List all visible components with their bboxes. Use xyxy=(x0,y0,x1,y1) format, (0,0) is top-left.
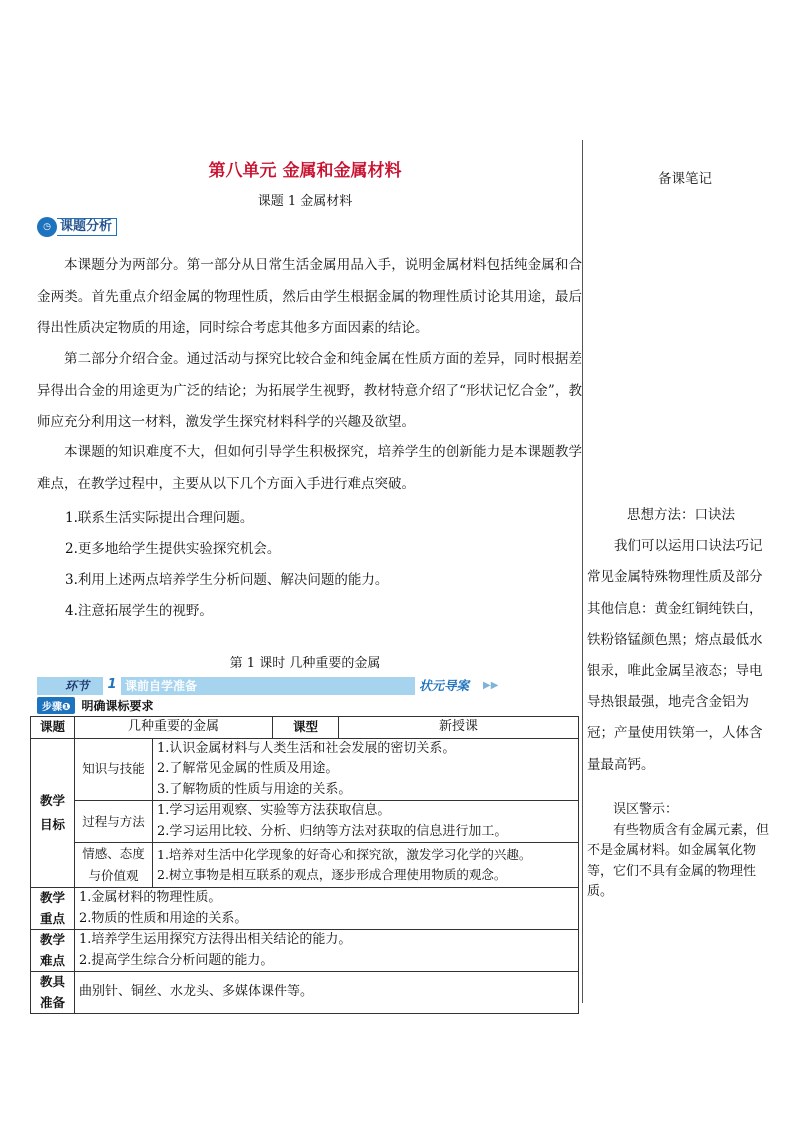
list-item: 2.更多地给学生提供实验探究机会。 xyxy=(65,541,281,557)
key-line: 1.金属材料的物理性质。 xyxy=(79,890,222,905)
goal-line: 1.学习运用观察、实验等方法获取信息。 xyxy=(157,803,391,818)
goal-line: 1.认识金属材料与人类生活和社会发展的密切关系。 xyxy=(157,740,456,756)
side-note xyxy=(587,500,775,781)
brand-label: 状元导案 xyxy=(419,678,470,693)
unit-title: 第八单元 金属和金属材料 xyxy=(208,161,402,181)
table-row xyxy=(31,930,579,972)
lesson-title: 课题 1 金属材料 xyxy=(257,194,353,209)
goal-line: 2.树立事物是相互联系的观点，逐步形成合理使用物质的观念。 xyxy=(157,867,507,882)
goal-line: 1.培养对生活中化学现象的好奇心和探究欲，激发学习化学的兴趣。 xyxy=(157,846,532,862)
section-number: 1 xyxy=(103,675,121,695)
goal-category: 情感、态度与价值观 xyxy=(75,843,153,888)
side-warning-title: 误区警示： xyxy=(613,802,679,817)
table-row xyxy=(31,717,579,739)
lesson-plan-table xyxy=(30,716,579,1014)
tools-value: 曲别针、铜丝、水龙头、多媒体课件等。 xyxy=(75,972,579,1014)
goal-category: 知识与技能 xyxy=(75,738,153,801)
analysis-badge-label: 课题分析 xyxy=(57,218,117,236)
clock-icon: ◷ xyxy=(37,217,57,237)
paragraph-1: 本课题分为两部分。第一部分从日常生活金属用品入手，说明金属材料包括纯金属和合金两类。首先重点介绍金属的物理性质，然后由学生根据金属的物理性质讨论其用途，最后得出性质决定物质的用途，同时综合考虑其他多方面因素的结论。 xyxy=(37,257,582,336)
section-banner xyxy=(37,677,578,695)
section-label: 环节 xyxy=(65,679,90,693)
tools-header: 教具准备 xyxy=(31,972,75,1014)
notes-divider xyxy=(582,140,583,1003)
goals-header: 教学目标 xyxy=(31,738,75,888)
step-label: 明确课标要求 xyxy=(81,699,154,713)
topic-header: 课题 xyxy=(31,717,75,739)
period-title: 第 1 课时 几种重要的金属 xyxy=(229,656,381,671)
difficulty-lines xyxy=(75,930,579,972)
difficulty-header: 教学难点 xyxy=(31,930,75,972)
paragraph-2: 第二部分介绍合金。通过活动与探究比较合金和纯金属在性质方面的差异，同时根据差异得出合金的用途更为广泛的结论；为拓展学生视野，教材特意介绍了“形状记忆合金”，教师应充分利用这一材料，激发学生探究材料科学的兴趣及欲望。 xyxy=(37,351,582,430)
table-row xyxy=(31,888,579,930)
side-note-title: 思想方法：口诀法 xyxy=(627,507,735,523)
key-lines xyxy=(75,888,579,930)
goal-lines xyxy=(153,738,579,801)
table-row xyxy=(31,972,579,1014)
topic-value: 几种重要的金属 xyxy=(75,717,273,739)
side-warning xyxy=(587,800,775,903)
key-header: 教学重点 xyxy=(31,888,75,930)
difficulty-line: 2.提高学生综合分析问题的能力。 xyxy=(79,952,274,968)
table-row xyxy=(31,843,579,888)
step-header xyxy=(37,697,153,714)
goal-category: 过程与方法 xyxy=(75,801,153,843)
key-line: 2.物质的性质和用途的关系。 xyxy=(79,910,248,926)
type-header: 课型 xyxy=(273,717,339,739)
table-row xyxy=(31,738,579,801)
notes-column-title: 备课笔记 xyxy=(658,171,712,187)
side-warning-body: 有些物质含有金属元素，但不是金属材料。如金属氧化物等，它们不具有金属的物理性质。 xyxy=(587,822,770,899)
double-arrow-icon: ▶▶ xyxy=(483,680,499,691)
brand-box xyxy=(415,677,578,695)
table-row xyxy=(31,801,579,843)
type-value: 新授课 xyxy=(339,717,579,739)
side-note-body: 我们可以运用口诀法巧记常见金属特殊物理性质及部分其他信息：黄金红铜纯铁白，铁粉铬锰颜色黑；熔点最低水银汞，唯此金属呈液态；导电导热银最强，地壳含金铝为冠；产量使用铁第一，人体含量最高钙。 xyxy=(587,538,763,773)
difficulty-line: 1.培养学生运用探究方法得出相关结论的能力。 xyxy=(79,932,352,947)
list-item: 1.联系生活实际提出合理问题。 xyxy=(65,510,254,526)
paragraph-3: 本课题的知识难度不大，但如何引导学生积极探究，培养学生的创新能力是本课题教学难点，在教学过程中，主要从以下几个方面入手进行难点突破。 xyxy=(37,444,582,492)
goal-line: 2.了解常见金属的性质及用途。 xyxy=(157,761,339,776)
list-item: 4.注意拓展学生的视野。 xyxy=(65,603,213,619)
section-name: 课前自学准备 xyxy=(125,679,198,693)
goal-lines xyxy=(153,843,579,888)
goal-lines xyxy=(153,801,579,843)
goal-line: 3.了解物质的性质与用途的关系。 xyxy=(157,781,352,797)
goal-line: 2.学习运用比较、分析、归纳等方法对获取的信息进行加工。 xyxy=(157,823,508,839)
step-badge: 步骤❶ xyxy=(37,697,75,714)
list-item: 3.利用上述两点培养学生分析问题、解决问题的能力。 xyxy=(65,572,389,588)
analysis-badge xyxy=(37,217,117,237)
